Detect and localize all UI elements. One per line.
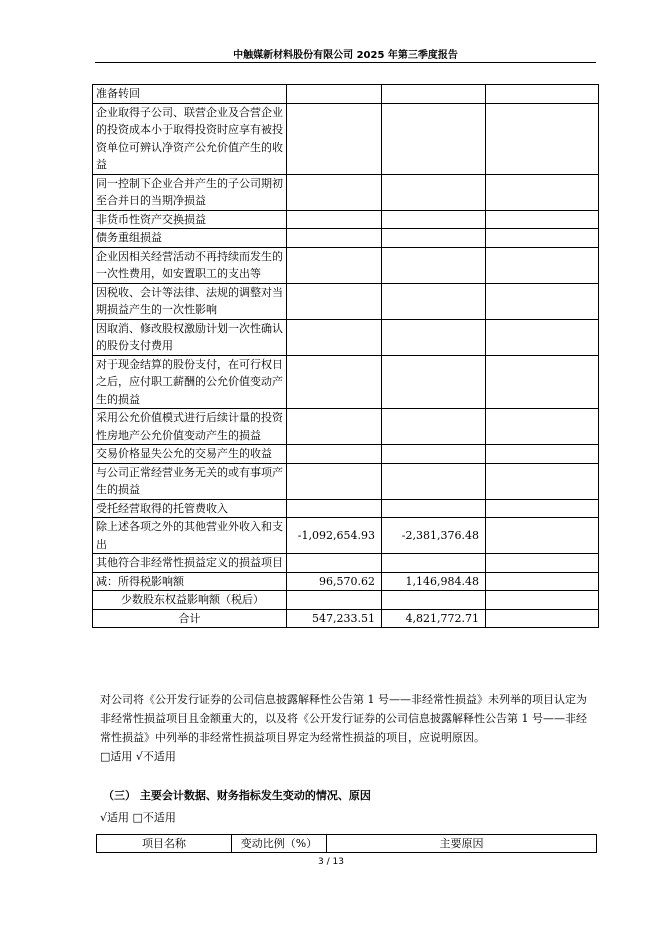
note-applicability: □适用 √不适用 (100, 750, 176, 763)
table-row (93, 609, 599, 628)
row-note (486, 499, 599, 518)
table-row (93, 283, 599, 319)
row-label: 合计 (93, 609, 287, 628)
row-note (486, 609, 599, 628)
row-label: 除上述各项之外的其他营业外收入和支出 (93, 518, 287, 554)
row-label: 少数股东权益影响额（税后） (93, 591, 287, 610)
row-note (486, 319, 599, 355)
row-label: 因取消、修改股权激励计划一次性确认的股份支付费用 (93, 319, 287, 355)
row-value-ytd (382, 103, 486, 174)
section-title: （三） 主要会计数据、财务指标发生变动的情况、原因 (103, 789, 371, 802)
row-value-current (287, 409, 382, 445)
row-value-ytd (382, 283, 486, 319)
row-label: 企业因相关经营活动不再持续而发生的一次性费用，如安置职工的支出等 (93, 247, 287, 283)
note-paragraph: 对公司将《公开发行证券的公司信息披露解释性公告第 1 号——非经常性损益》未列举的项目认定为非经常性损益项目且金额重大的，以及将《公开发行证券的公司信息披露解释性公告第 1 号——非经常性损益》中列举的非经常性损益项目界定为经常性损益的项目，应说明原因。 (100, 693, 587, 744)
row-value-ytd (382, 554, 486, 573)
table-row (93, 445, 599, 464)
col-item-name: 项目名称 (97, 835, 232, 853)
row-value-ytd (382, 319, 486, 355)
table-row (93, 554, 599, 573)
col-main-reason: 主要原因 (327, 835, 597, 853)
row-note (486, 554, 599, 573)
row-label: 企业取得子公司、联营企业及合营企业的投资成本小于取得投资时应享有被投资单位可辨认净资产公允价值产生的收益 (93, 103, 287, 174)
col-change-ratio: 变动比例（%） (232, 835, 327, 853)
row-label: 采用公允价值模式进行后续计量的投资性房地产公允价值变动产生的损益 (93, 409, 287, 445)
row-note (486, 463, 599, 499)
row-label: 与公司正常经营业务无关的或有事项产生的损益 (93, 463, 287, 499)
row-value-ytd (382, 591, 486, 610)
row-value-ytd (382, 445, 486, 464)
row-value-ytd: -2,381,376.48 (382, 518, 486, 554)
row-note (486, 247, 599, 283)
row-value-ytd (382, 463, 486, 499)
row-note (486, 174, 599, 210)
table-row (93, 572, 599, 591)
row-value-ytd (382, 174, 486, 210)
row-value-current (287, 445, 382, 464)
row-value-ytd (382, 85, 486, 104)
table-row (93, 409, 599, 445)
row-note (486, 229, 599, 248)
row-note (486, 355, 599, 409)
row-value-ytd (382, 210, 486, 229)
row-value-current (287, 283, 382, 319)
row-note (486, 210, 599, 229)
row-value-ytd (382, 499, 486, 518)
row-note (486, 445, 599, 464)
row-value-ytd: 1,146,984.48 (382, 572, 486, 591)
change-table (96, 834, 597, 853)
row-value-current (287, 499, 382, 518)
row-value-current (287, 85, 382, 104)
table-row (93, 355, 599, 409)
header-rule (95, 62, 596, 63)
table-row (93, 85, 599, 104)
row-label: 交易价格显失公允的交易产生的收益 (93, 445, 287, 464)
report-header: 中触媒新材料股份有限公司 2025 年第三季度报告 (233, 50, 458, 61)
row-label: 减：所得税影响额 (93, 572, 287, 591)
row-value-ytd (382, 247, 486, 283)
row-label: 准备转回 (93, 85, 287, 104)
row-label: 因税收、会计等法律、法规的调整对当期损益产生的一次性影响 (93, 283, 287, 319)
table-row (93, 499, 599, 518)
row-note (486, 85, 599, 104)
table-row (93, 210, 599, 229)
row-value-current (287, 463, 382, 499)
table-row (93, 463, 599, 499)
row-value-current: 547,233.51 (287, 609, 382, 628)
row-note (486, 518, 599, 554)
row-label: 同一控制下企业合并产生的子公司期初至合并日的当期净损益 (93, 174, 287, 210)
table-row (93, 591, 599, 610)
row-value-ytd (382, 409, 486, 445)
row-value-current (287, 229, 382, 248)
table-row (93, 103, 599, 174)
table-row (93, 319, 599, 355)
row-note (486, 591, 599, 610)
row-value-current (287, 319, 382, 355)
row-label: 对于现金结算的股份支付，在可行权日之后，应付职工薪酬的公允价值变动产生的损益 (93, 355, 287, 409)
table-row (93, 518, 599, 554)
row-value-ytd: 4,821,772.71 (382, 609, 486, 628)
non-recurring-gains-table (92, 84, 599, 628)
row-value-current: 96,570.62 (287, 572, 382, 591)
section-applicability: √适用 □不适用 (100, 811, 176, 824)
table-row (93, 229, 599, 248)
row-note (486, 572, 599, 591)
row-value-ytd (382, 229, 486, 248)
row-label: 非货币性资产交换损益 (93, 210, 287, 229)
table-row (93, 247, 599, 283)
row-value-current (287, 210, 382, 229)
row-note (486, 283, 599, 319)
row-note (486, 409, 599, 445)
table-row (93, 174, 599, 210)
change-table-header (97, 835, 597, 853)
row-value-current (287, 591, 382, 610)
row-label: 其他符合非经常性损益定义的损益项目 (93, 554, 287, 573)
row-value-current: -1,092,654.93 (287, 518, 382, 554)
row-note (486, 103, 599, 174)
row-value-current (287, 103, 382, 174)
row-value-current (287, 247, 382, 283)
row-label: 受托经营取得的托管费收入 (93, 499, 287, 518)
row-value-current (287, 554, 382, 573)
row-value-current (287, 355, 382, 409)
row-label: 债务重组损益 (93, 229, 287, 248)
row-value-ytd (382, 355, 486, 409)
row-value-current (287, 174, 382, 210)
page-number: 3 / 13 (318, 857, 344, 867)
